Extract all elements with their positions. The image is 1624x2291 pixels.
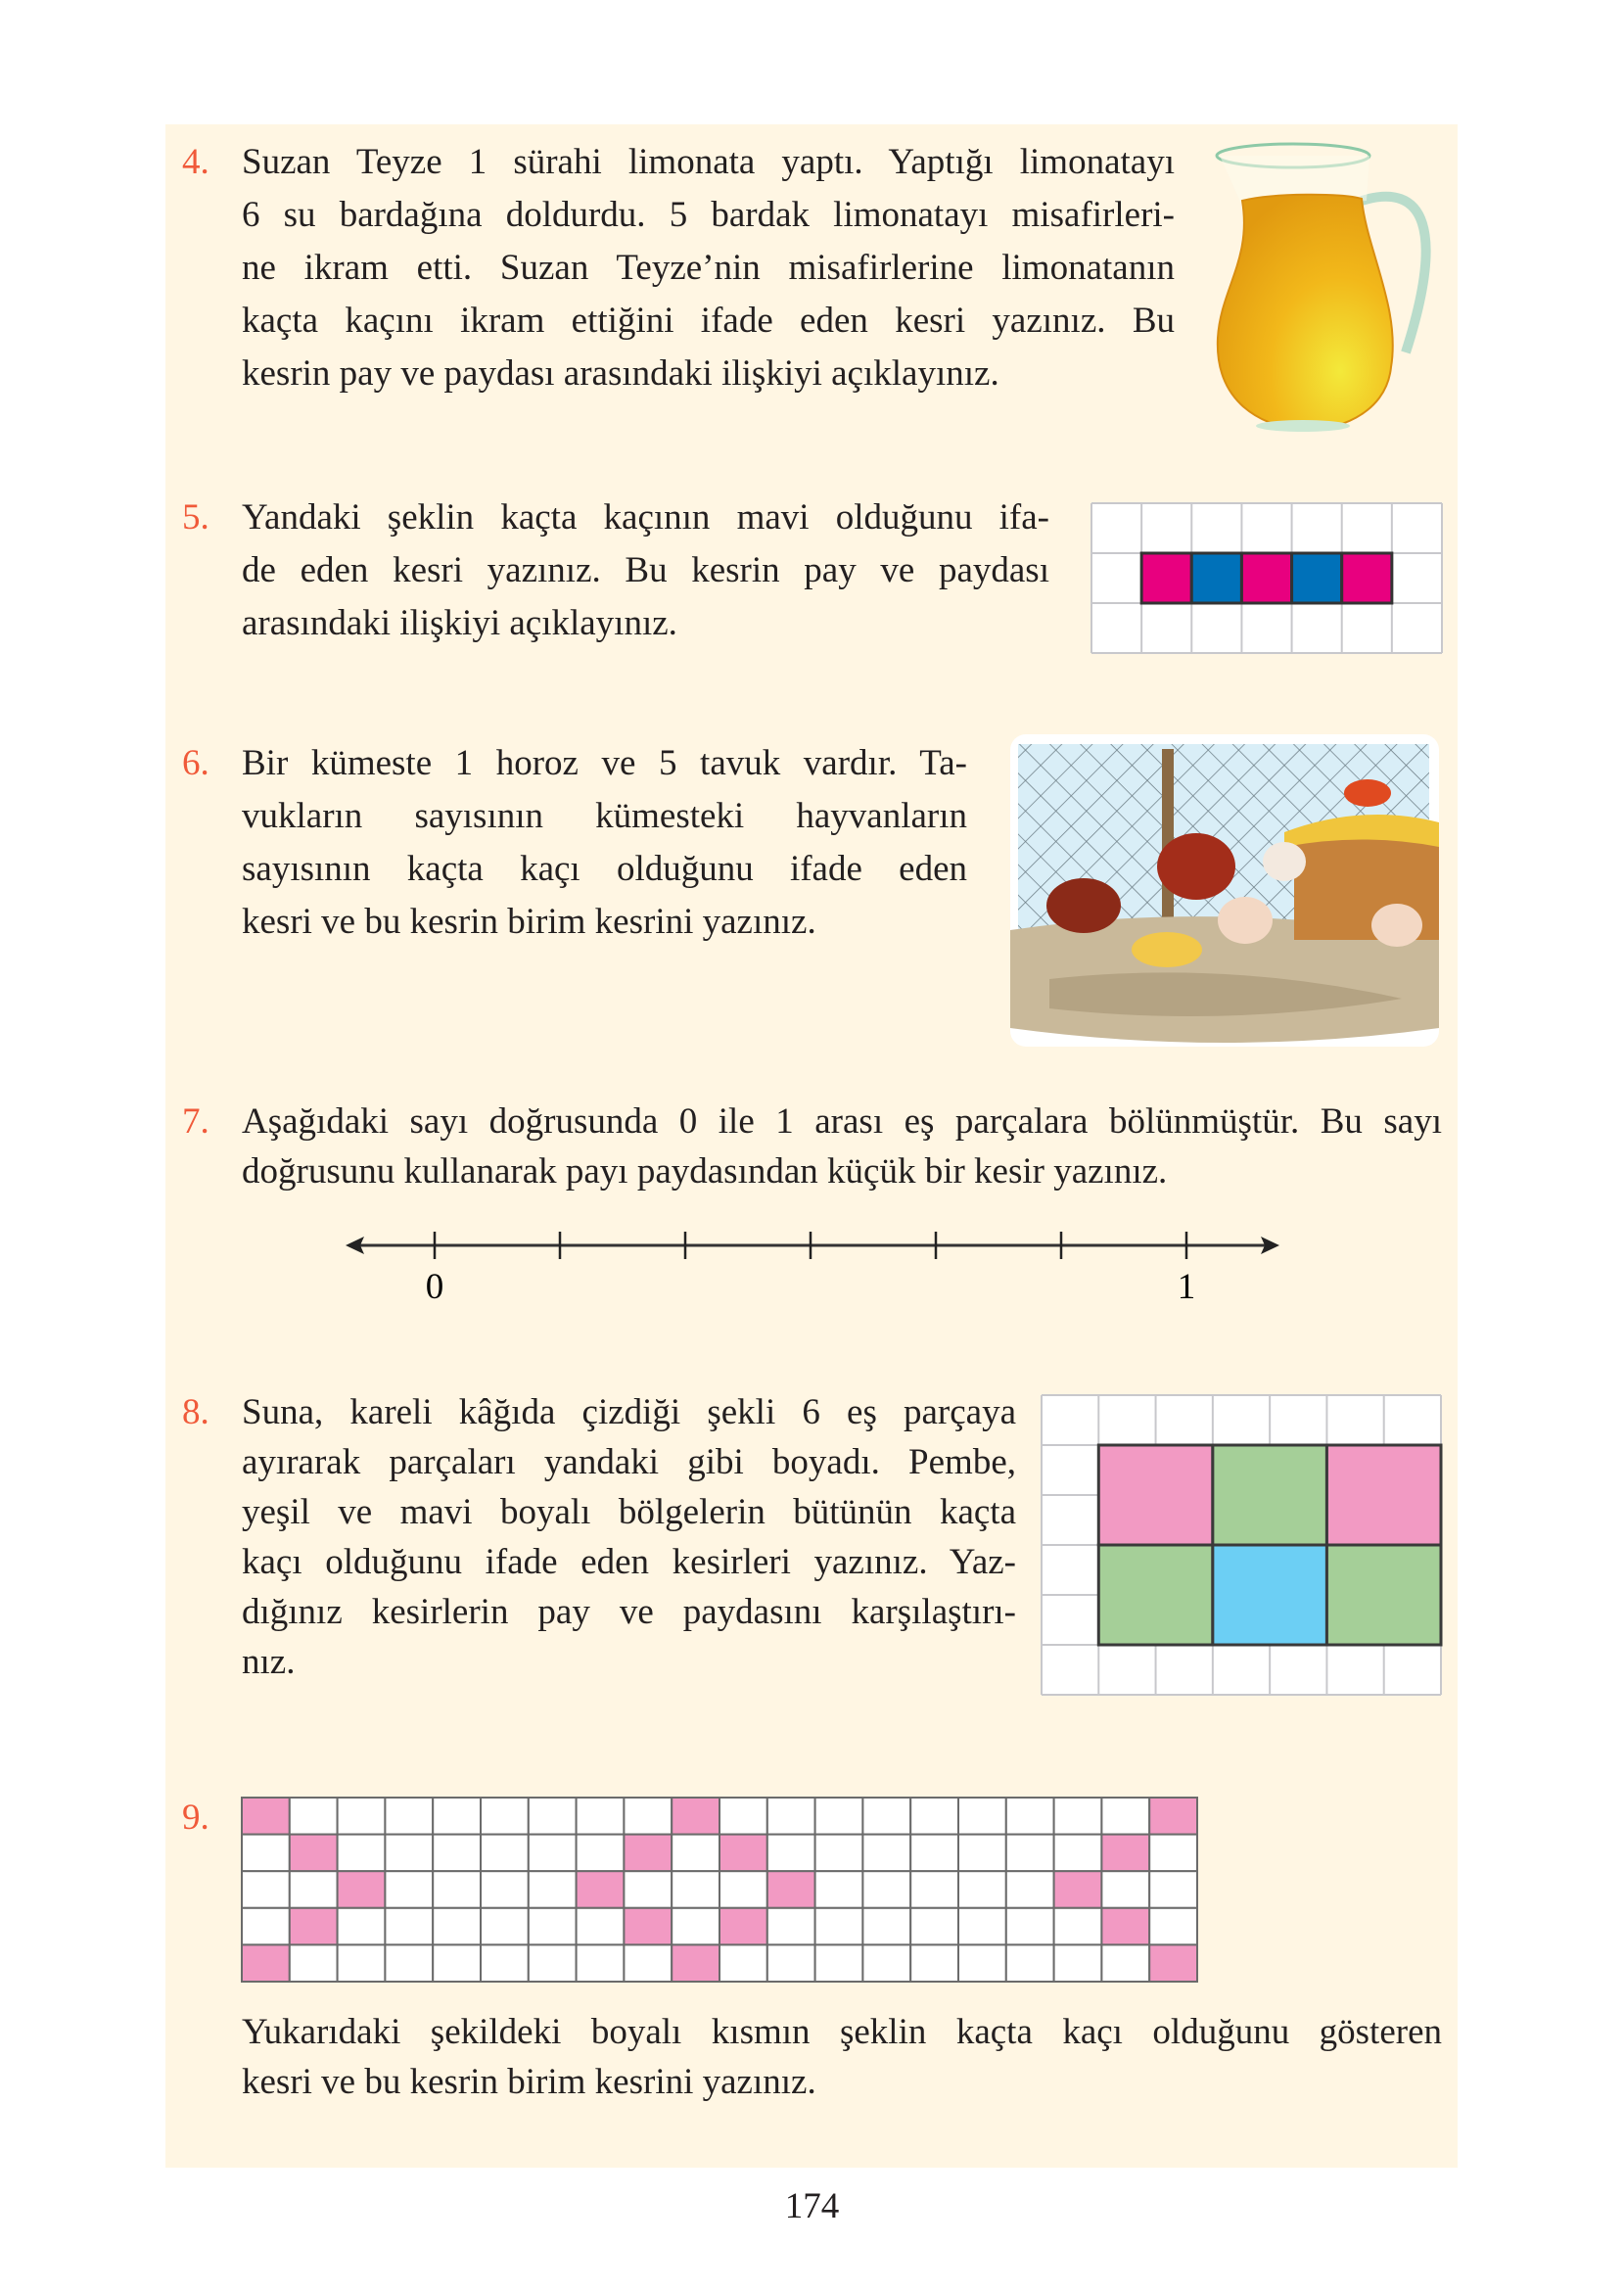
grid-cell xyxy=(577,1908,625,1945)
grid-cell xyxy=(624,1871,672,1908)
grid-cell xyxy=(385,1798,433,1835)
grid-cell xyxy=(767,1944,815,1982)
grid-cell xyxy=(481,1871,529,1908)
shaded-cell xyxy=(1101,1835,1149,1872)
grid-cell xyxy=(767,1798,815,1835)
shaded-cell xyxy=(719,1835,767,1872)
text-line: ayırarak parçaları yandaki gibi boyadı. Pembe, xyxy=(242,1442,1016,1482)
grid-cell xyxy=(862,1871,910,1908)
text-line: kesrin pay ve paydası arasındaki ilişkiyi açıklayınız. xyxy=(242,353,999,394)
grid-cell xyxy=(481,1908,529,1945)
grid-cell xyxy=(577,1944,625,1982)
grid-cell xyxy=(1054,1835,1102,1872)
shaded-cell xyxy=(624,1835,672,1872)
text-line: Suzan Teyze 1 sürahi limonata yaptı. Yaptığı limonatayı xyxy=(242,142,1175,182)
shaded-cell xyxy=(577,1871,625,1908)
grid-cell xyxy=(385,1835,433,1872)
colored-parts-grid xyxy=(1042,1395,1441,1695)
grid-cell xyxy=(862,1944,910,1982)
shaded-cell xyxy=(624,1908,672,1945)
shaded-cell xyxy=(290,1908,338,1945)
grid-cell xyxy=(1006,1798,1054,1835)
text-line: Bir kümeste 1 horoz ve 5 tavuk vardır. Ta- xyxy=(242,743,967,783)
shaded-cell xyxy=(719,1908,767,1945)
grid-cell xyxy=(958,1944,1006,1982)
grid-cell xyxy=(1006,1835,1054,1872)
text-line: Yandaki şeklin kaçta kaçının mavi olduğunu ifa- xyxy=(242,497,1049,538)
text-line: vukların sayısının kümesteki hayvanların xyxy=(242,796,967,836)
grid-cell xyxy=(862,1908,910,1945)
grid-cell xyxy=(910,1835,958,1872)
grid-cell xyxy=(815,1798,863,1835)
part-blue xyxy=(1213,1545,1327,1645)
problem-6-text xyxy=(242,737,967,949)
grid-cell xyxy=(529,1835,577,1872)
shaded-cell xyxy=(1101,1908,1149,1945)
grid-cell xyxy=(1101,1871,1149,1908)
text-line: nız. xyxy=(242,1642,296,1682)
shaded-cell xyxy=(242,1944,290,1982)
grid-cell xyxy=(1054,1944,1102,1982)
grid-cell xyxy=(338,1944,386,1982)
grid-cell xyxy=(529,1871,577,1908)
text-line: 6 su bardağına doldurdu. 5 bardak limonatayı misafirleri- xyxy=(242,195,1175,235)
problem-4-number: 4. xyxy=(182,142,209,182)
part-green xyxy=(1098,1545,1213,1645)
shaded-cell xyxy=(672,1798,719,1835)
grid-cell xyxy=(672,1908,719,1945)
chicken-coop-image xyxy=(1010,734,1439,1047)
grid-cell xyxy=(1101,1944,1149,1982)
problem-7-text xyxy=(242,1097,1442,1196)
grid-cell xyxy=(815,1871,863,1908)
problem-4-text xyxy=(242,136,1175,400)
grid-cell xyxy=(385,1944,433,1982)
grid-cell xyxy=(338,1835,386,1872)
text-line: kaçta kaçını ikram ettiğini ifade eden kesri yazınız. Bu xyxy=(242,301,1175,341)
grid-cell xyxy=(910,1871,958,1908)
shaded-cell xyxy=(338,1871,386,1908)
grid-cell xyxy=(1149,1871,1197,1908)
grid-cell xyxy=(385,1908,433,1945)
grid-cell xyxy=(577,1835,625,1872)
shaded-cell-pink xyxy=(1342,553,1392,603)
shaded-cell xyxy=(1149,1944,1197,1982)
grid-cell xyxy=(529,1944,577,1982)
grid-cell xyxy=(910,1908,958,1945)
grid-cell xyxy=(529,1798,577,1835)
grid-cell xyxy=(910,1798,958,1835)
problem-5-text xyxy=(242,491,1049,650)
grid-cell xyxy=(242,1835,290,1872)
problem-6-number: 6. xyxy=(182,743,209,783)
grid-cell xyxy=(338,1908,386,1945)
grid-cell xyxy=(910,1944,958,1982)
grid-cell xyxy=(1006,1871,1054,1908)
grid-cell xyxy=(719,1944,767,1982)
shaded-cell-blue xyxy=(1191,553,1241,603)
grid-cell xyxy=(1006,1908,1054,1945)
text-line: kesri ve bu kesrin birim kesrini yazınız. xyxy=(242,2062,816,2102)
shaded-cell xyxy=(1054,1871,1102,1908)
grid-cell xyxy=(242,1871,290,1908)
problem-9-text xyxy=(242,2007,1442,2107)
grid-cell xyxy=(1101,1798,1149,1835)
grid-cell xyxy=(290,1871,338,1908)
text-line: arasındaki ilişkiyi açıklayınız. xyxy=(242,603,677,643)
grid-cell xyxy=(338,1798,386,1835)
text-line: doğrusunu kullanarak payı paydasından küçük bir kesir yazınız. xyxy=(242,1151,1168,1192)
shaded-cell-pink xyxy=(1241,553,1291,603)
grid-cell xyxy=(767,1835,815,1872)
grid-cell xyxy=(958,1835,1006,1872)
grid-cell xyxy=(862,1835,910,1872)
text-line: kaçı olduğunu ifade eden kesirleri yazınız. Yaz- xyxy=(242,1542,1016,1582)
pattern-grid xyxy=(242,1798,1197,1982)
grid-cell xyxy=(577,1798,625,1835)
part-green xyxy=(1326,1545,1441,1645)
text-line: Aşağıdaki sayı doğrusunda 0 ile 1 arası eş parçalara bölünmüştür. Bu sayı xyxy=(242,1101,1442,1142)
grid-cell xyxy=(815,1944,863,1982)
part-pink xyxy=(1098,1445,1213,1545)
problem-8-text xyxy=(242,1387,1016,1687)
grid-cell xyxy=(433,1908,481,1945)
grid-cell xyxy=(958,1908,1006,1945)
shaded-cell xyxy=(672,1944,719,1982)
grid-cell xyxy=(719,1798,767,1835)
grid-cell xyxy=(433,1944,481,1982)
grid-cell xyxy=(815,1835,863,1872)
grid-cell xyxy=(767,1908,815,1945)
text-line: ne ikram etti. Suzan Teyze’nin misafirlerine limonatanın xyxy=(242,248,1175,288)
part-green xyxy=(1213,1445,1327,1545)
grid-cell xyxy=(290,1944,338,1982)
grid-cell xyxy=(1006,1944,1054,1982)
grid-cell xyxy=(1149,1908,1197,1945)
shaded-cell-pink xyxy=(1141,553,1191,603)
text-line: yeşil ve mavi boyalı bölgelerin bütünün kaçta xyxy=(242,1492,1016,1532)
grid-cell xyxy=(672,1871,719,1908)
number-line-label-0: 0 xyxy=(425,1267,444,1307)
page-number: 174 xyxy=(784,2186,840,2226)
problem-9-number: 9. xyxy=(182,1798,209,1838)
shaded-cell-blue xyxy=(1292,553,1342,603)
text-line: de eden kesri yazınız. Bu kesrin pay ve paydası xyxy=(242,550,1049,590)
problem-7-number: 7. xyxy=(182,1101,209,1142)
grid-cell xyxy=(481,1798,529,1835)
grid-cell xyxy=(958,1798,1006,1835)
text-line: dığınız kesirlerin pay ve paydasını karşılaştırı- xyxy=(242,1592,1016,1632)
grid-cell xyxy=(1149,1835,1197,1872)
shaded-cell xyxy=(242,1798,290,1835)
problem-5-number: 5. xyxy=(182,497,209,538)
grid-cell xyxy=(433,1835,481,1872)
number-line-label-1: 1 xyxy=(1177,1267,1196,1307)
grid-cell xyxy=(290,1798,338,1835)
text-line: sayısının kaçta kaçı olduğunu ifade eden xyxy=(242,849,967,889)
text-line: kesri ve bu kesrin birim kesrini yazınız. xyxy=(242,902,816,942)
lemonade-pitcher-image xyxy=(1215,142,1442,432)
text-line: Suna, kareli kâğıda çizdiği şekli 6 eş parçaya xyxy=(242,1392,1016,1432)
blue-pink-strip-grid xyxy=(1091,503,1442,653)
grid-cell xyxy=(1054,1798,1102,1835)
part-pink xyxy=(1326,1445,1441,1545)
shaded-cell xyxy=(1149,1798,1197,1835)
grid-cell xyxy=(862,1798,910,1835)
grid-cell xyxy=(958,1871,1006,1908)
grid-cell xyxy=(433,1871,481,1908)
grid-cell xyxy=(529,1908,577,1945)
grid-cell xyxy=(719,1871,767,1908)
grid-cell xyxy=(481,1944,529,1982)
grid-cell xyxy=(481,1835,529,1872)
shaded-cell xyxy=(290,1835,338,1872)
grid-cell xyxy=(1054,1908,1102,1945)
shaded-cell xyxy=(767,1871,815,1908)
grid-cell xyxy=(385,1871,433,1908)
problem-8-number: 8. xyxy=(182,1392,209,1432)
grid-cell xyxy=(815,1908,863,1945)
grid-cell xyxy=(433,1798,481,1835)
grid-cell xyxy=(624,1798,672,1835)
grid-cell xyxy=(624,1944,672,1982)
text-line: Yukarıdaki şekildeki boyalı kısmın şeklin kaçta kaçı olduğunu gösteren xyxy=(242,2012,1442,2052)
grid-cell xyxy=(672,1835,719,1872)
number-line xyxy=(333,1214,1292,1312)
grid-cell xyxy=(242,1908,290,1945)
